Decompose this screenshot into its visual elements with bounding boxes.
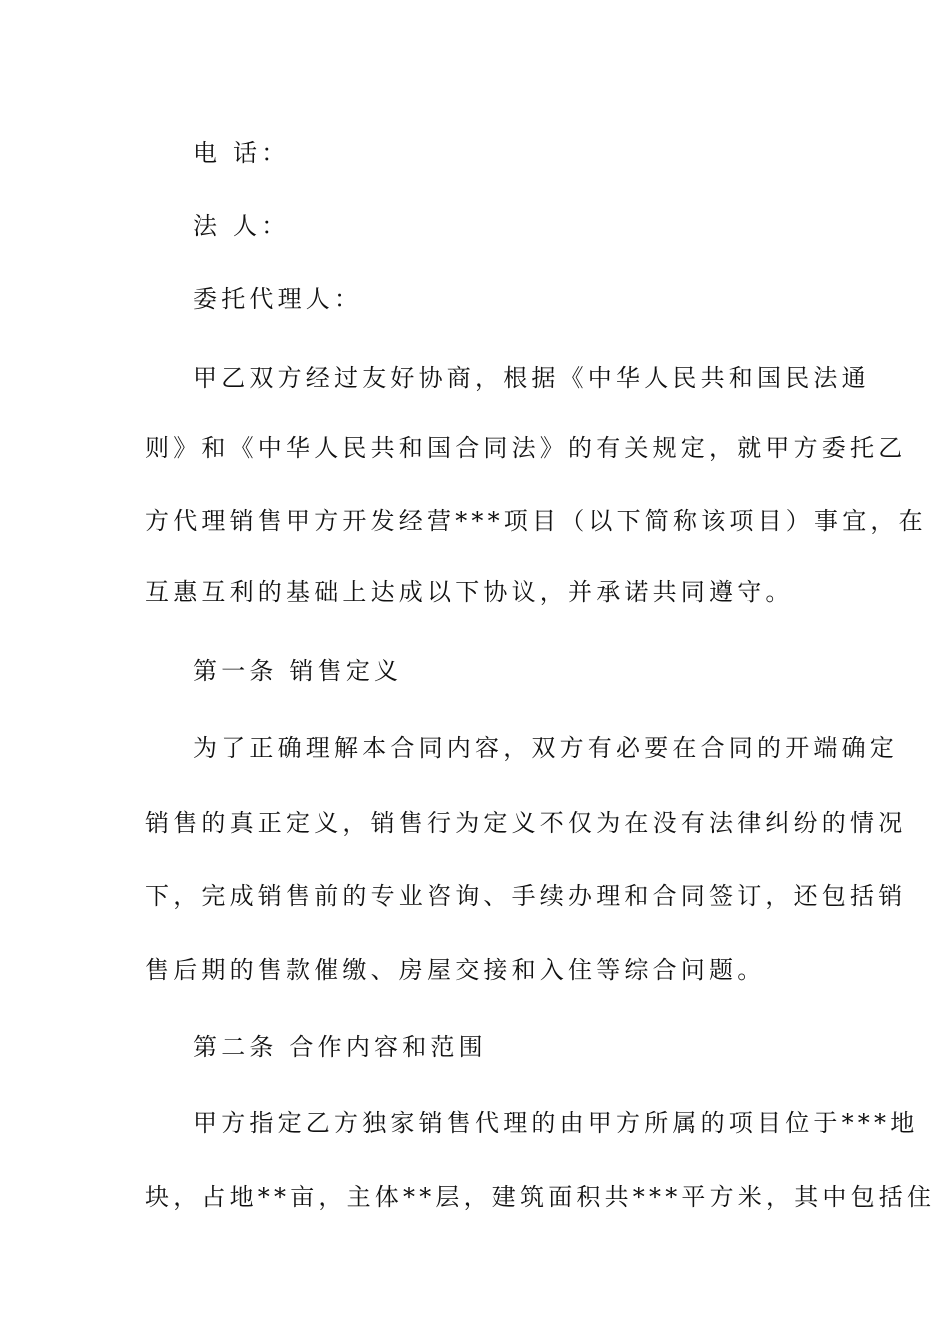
paragraph-line: 方代理销售甲方开发经营***项目（以下简称该项目）事宜，在 [145, 507, 927, 535]
paragraph-line: 块，占地**亩，主体**层，建筑面积共***平方米，其中包括住 [145, 1183, 936, 1211]
paragraph-line: 互惠互利的基础上达成以下协议，并承诺共同遵守。 [145, 578, 794, 606]
paragraph-line: 甲方指定乙方独家销售代理的由甲方所属的项目位于***地 [193, 1109, 919, 1137]
paragraph-line: 销售的真正定义，销售行为定义不仅为在没有法律纠纷的情况 [145, 809, 907, 837]
paragraph-line: 售后期的售款催缴、房屋交接和入住等综合问题。 [145, 956, 766, 984]
paragraph-line: 下，完成销售前的专业咨询、手续办理和合同签订，还包括销 [145, 882, 907, 910]
section-heading-1: 第一条 销售定义 [193, 657, 403, 685]
paragraph-line: 为了正确理解本合同内容，双方有必要在合同的开端确定 [193, 734, 898, 762]
phone-label: 电 话： [193, 139, 290, 167]
legal-person-label: 法 人： [193, 212, 290, 240]
agent-label: 委托代理人： [193, 285, 363, 313]
paragraph-line: 甲乙双方经过友好协商，根据《中华人民共和国民法通 [193, 364, 870, 392]
paragraph-line: 则》和《中华人民共和国合同法》的有关规定，就甲方委托乙 [145, 434, 907, 462]
section-heading-2: 第二条 合作内容和范围 [193, 1033, 487, 1061]
